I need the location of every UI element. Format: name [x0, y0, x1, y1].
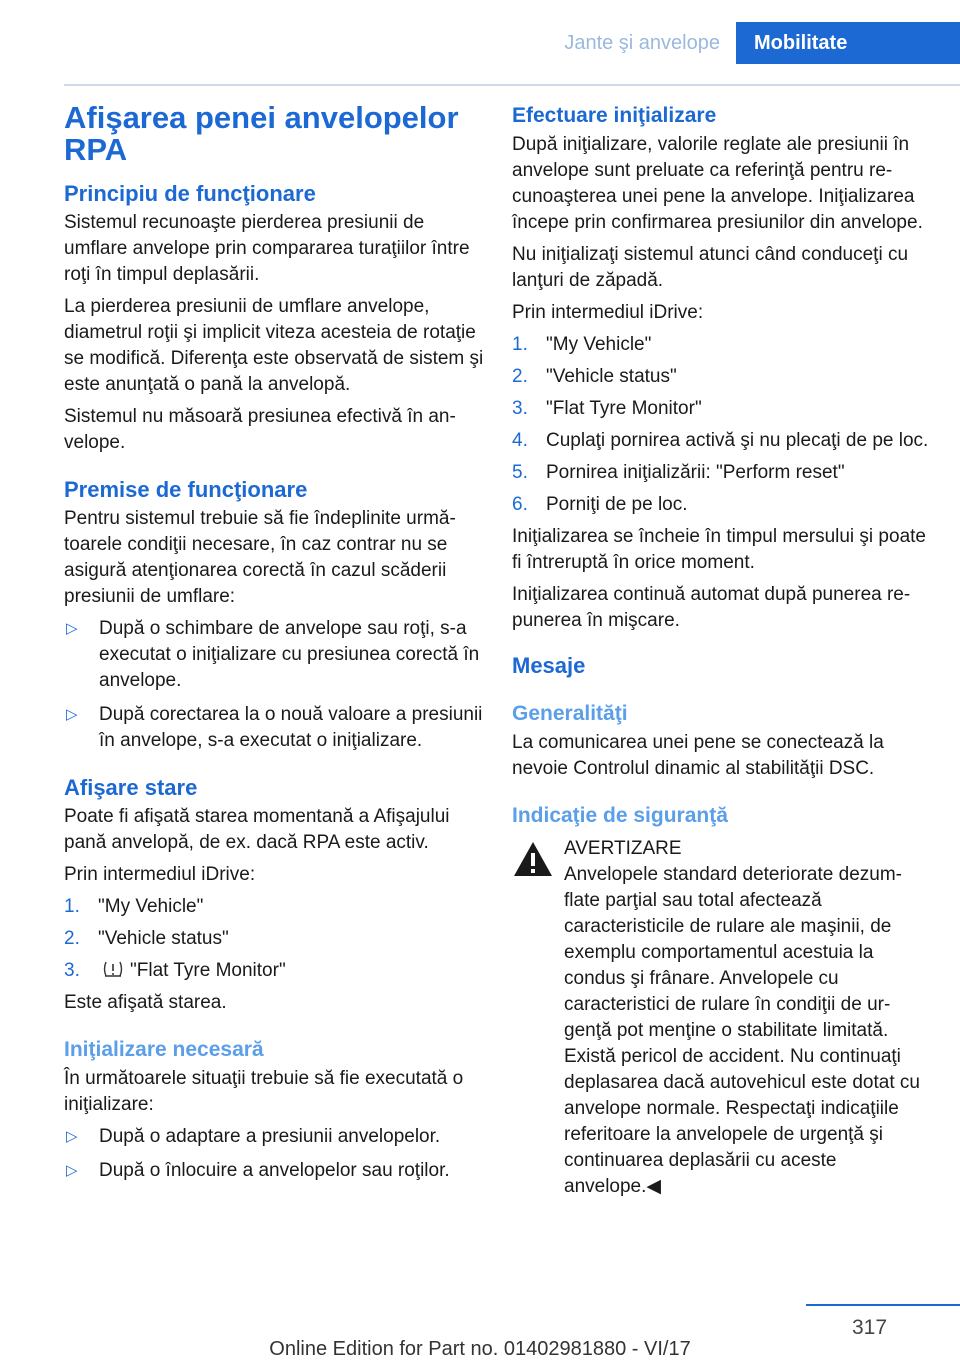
list-item: 2. "Vehicle status" — [64, 928, 229, 949]
left-column — [64, 102, 484, 1192]
warning-text: Anvelopele standard deteriorate dezumflate parţial sau total afectează caracteristicile de rulare ale maşinii, de exemplu comportamentul acestuia la condus şi frânare. Anvelopele cu caracteristici de rulare în condiţii de urgenţă pot menţine o stabilitate limitată. Există pericol de accident. Nu continuaţi deplasarea dacă autovehicul este dotat cu anvelope normale. Respectaţi indicaţiile referitoare la anvelopele de urgenţă şi continuarea deplasării cu aceste anvelope.◀ — [564, 864, 920, 1197]
page-number: 317 — [852, 1316, 888, 1339]
right-column — [512, 102, 930, 1200]
paragraph: Sistemul nu măsoară presiunea efectivă în anvelope. — [64, 406, 456, 453]
footer-rule — [806, 1304, 960, 1306]
list-item: 6. Porniţi de pe loc. — [512, 494, 688, 515]
heading-necesara: Iniţializare necesară — [64, 1038, 264, 1061]
premise-list — [64, 616, 484, 754]
paragraph: Prin intermediul iDrive: — [512, 302, 704, 323]
heading-siguranta: Indicaţie de siguranţă — [512, 804, 728, 827]
list-item: ▷ După o adaptare a presiunii anvelopelor. — [64, 1124, 484, 1150]
list-item: 1. "My Vehicle" — [512, 334, 652, 355]
list-item: 3. "Flat Tyre Monitor" — [512, 398, 702, 419]
stare-steps — [64, 894, 484, 984]
list-item: 1. "My Vehicle" — [64, 896, 204, 917]
heading-stare: Afişare stare — [64, 775, 198, 800]
warning-triangle-icon — [512, 840, 554, 878]
paragraph: Este afişată starea. — [64, 992, 227, 1013]
paragraph: Pentru sistemul trebuie să fie îndeplinite următoarele condiţii necesare, în caz contrar nu se asigură atenţionarea corectă în cazul scăderii presiunii de umflare: — [64, 508, 456, 607]
paragraph: Iniţializarea continuă automat după punerea repunerea în mişcare. — [512, 584, 911, 631]
paragraph: După iniţializare, valorile reglate ale presiunii în anvelope sunt preluate ca referinţă pentru recunoaşterea unei pene la anvelope. Iniţializarea începe prin confirmarea presiunilor din anvelope. — [512, 134, 923, 233]
paragraph: La comunicarea unei pene se conectează la nevoie Controlul dinamic al stabilităţii DSC. — [512, 732, 884, 779]
paragraph: Nu iniţializaţi sistemul atunci când conduceţi cu lanţuri de zăpadă. — [512, 244, 909, 291]
triangle-bullet-icon: ▷ — [66, 706, 78, 723]
heading-mesaje: Mesaje — [512, 653, 586, 678]
list-item: ▷ După o schimbare de anvelope sau roţi, s-a executat o iniţializare cu presiunea corectă în anvelope. — [66, 618, 480, 691]
list-item: 4. Cuplaţi pornirea activă şi nu plecaţi de pe loc. — [512, 430, 929, 451]
warning-title: AVERTIZARE — [564, 838, 682, 859]
list-item: 3. "Flat Tyre Monitor" — [64, 960, 286, 981]
header-rule — [64, 84, 960, 86]
flat-tyre-icon — [102, 960, 124, 978]
paragraph: La pierderea presiunii de umflare anvelope, diametrul roţii şi implicit viteza acesteia de rotaţie se modifică. Diferenţa este observată de sistem şi este anunţată o pană la anvelopă. — [64, 296, 484, 395]
heading-principiu: Principiu de funcţionare — [64, 181, 316, 206]
header-chapter: Mobilitate — [736, 22, 960, 64]
paragraph: Iniţializarea se încheie în timpul mersului şi poate fi întreruptă în orice moment. — [512, 526, 926, 573]
page-title: Afişarea penei anvelopelor RPA — [64, 100, 459, 167]
triangle-bullet-icon: ▷ — [66, 620, 78, 637]
edition-text: Online Edition for Part no. 01402981880 - VI/17 — [269, 1338, 691, 1360]
heading-generalitati: Generalităţi — [512, 702, 628, 725]
list-item: ▷ După corectarea la o nouă valoare a presiunii în anvelope, s-a executat o iniţializare. — [66, 704, 483, 751]
warning-block — [512, 836, 930, 1200]
paragraph: Prin intermediul iDrive: — [64, 864, 256, 885]
header-section: Jante şi anvelope — [564, 32, 720, 54]
paragraph: Poate fi afişată starea momentană a Afişajului pană anvelopă, de ex. dacă RPA este activ. — [64, 806, 450, 853]
heading-premise: Premise de funcţionare — [64, 477, 308, 502]
list-item: 5. Pornirea iniţializării: "Perform reset" — [512, 462, 845, 483]
triangle-bullet-icon: ▷ — [66, 1162, 78, 1179]
paragraph: În următoarele situaţii trebuie să fie executată o iniţializare: — [64, 1068, 464, 1115]
list-item: 2. "Vehicle status" — [512, 366, 677, 387]
necesara-list — [64, 1124, 484, 1184]
list-item: ▷ După o înlocuire a anvelopelor sau roţilor. — [64, 1158, 484, 1184]
heading-efectuare: Efectuare iniţializare — [512, 104, 717, 127]
triangle-bullet-icon: ▷ — [66, 1128, 78, 1145]
paragraph: Sistemul recunoaşte pierderea presiunii de umflare anvelope prin compararea turaţiilor între roţi în timpul deplasării. — [64, 212, 470, 285]
page-header — [0, 22, 960, 64]
efectuare-steps — [512, 332, 930, 518]
